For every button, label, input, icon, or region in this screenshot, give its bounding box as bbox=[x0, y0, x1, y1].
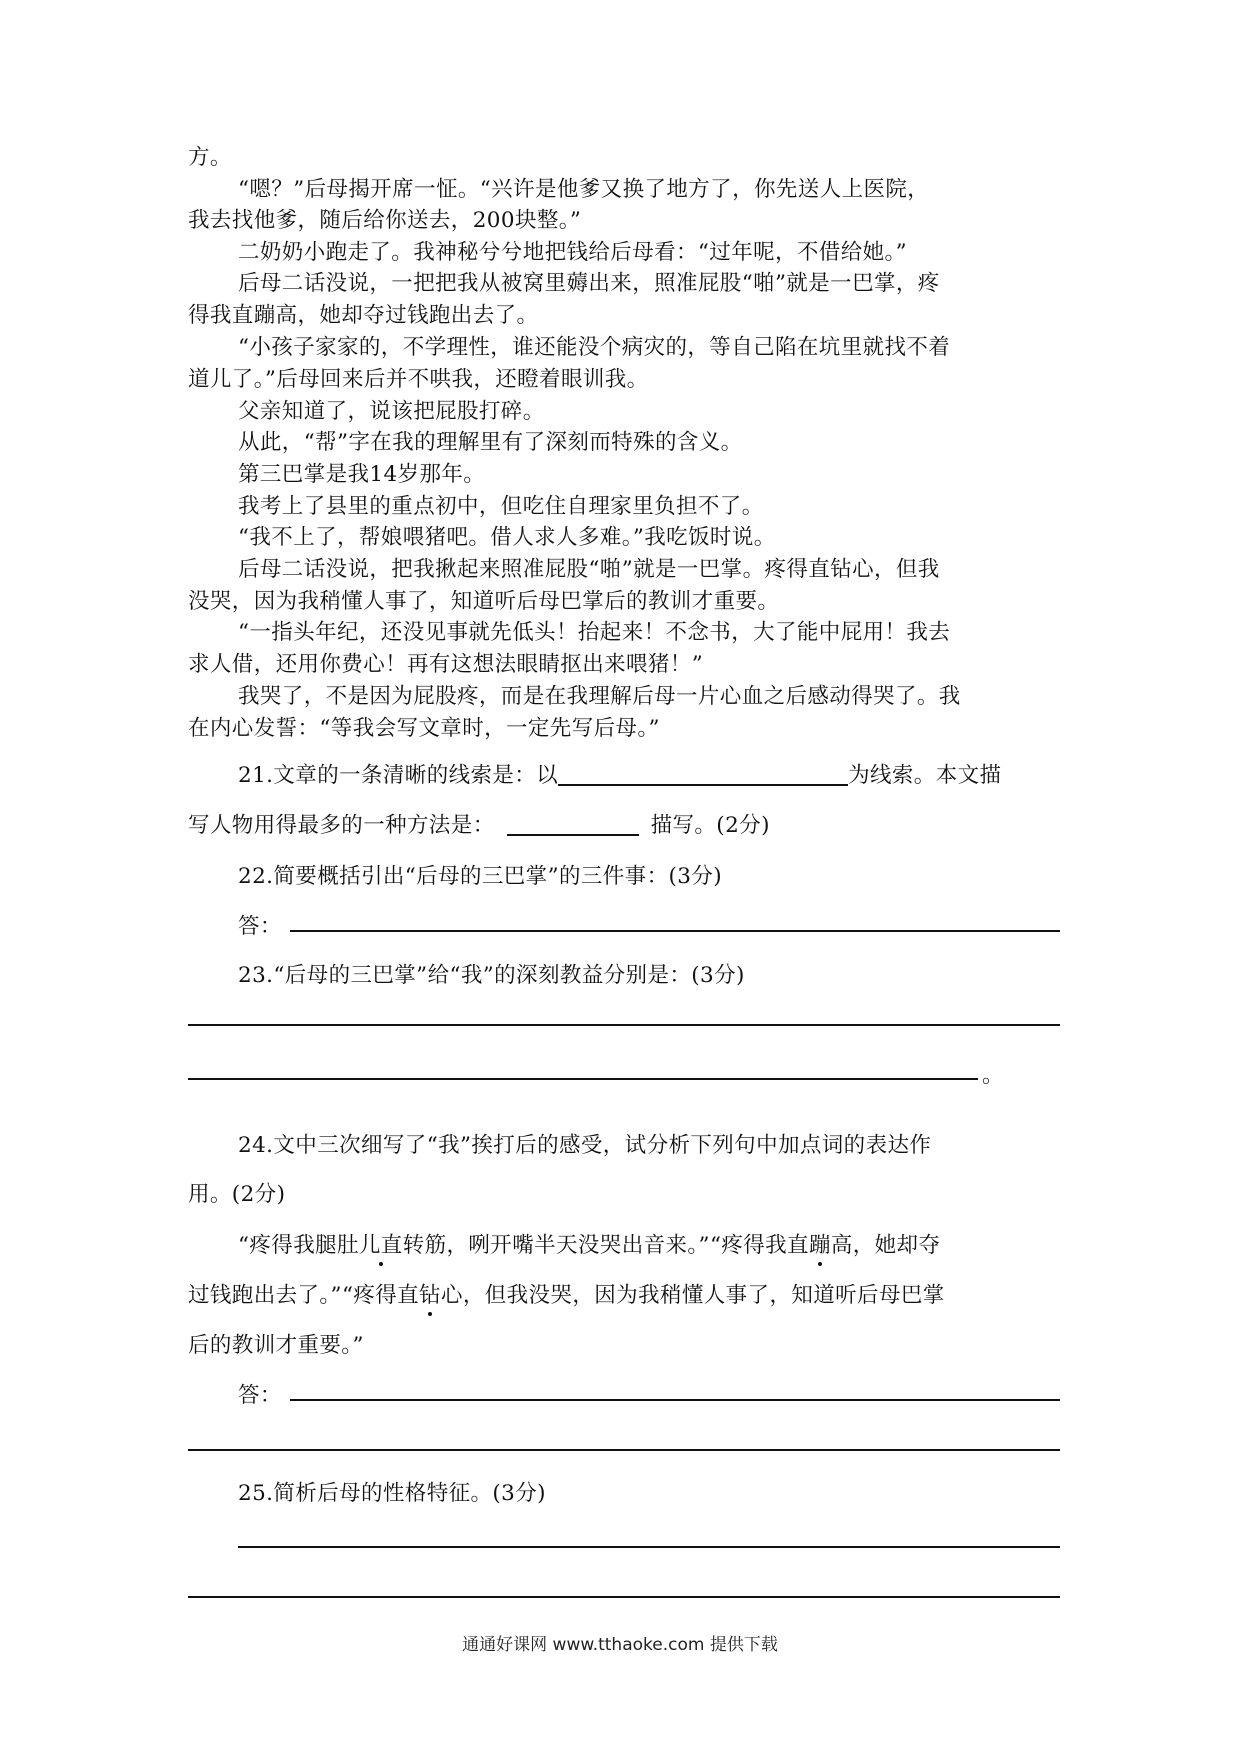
answer-line[interactable] bbox=[188, 1024, 1060, 1026]
question-21 bbox=[238, 758, 1001, 789]
story-line: 没哭，因为我稍懂人事了，知道听后母巴掌后的教训才重要。 bbox=[188, 589, 780, 614]
story-line: 求人借，还用你费心！再有这想法眼睛抠出来喂猪！” bbox=[188, 652, 704, 677]
answer-line[interactable] bbox=[238, 1546, 1060, 1548]
answer-line[interactable] bbox=[290, 1399, 1060, 1401]
answer-line[interactable] bbox=[290, 930, 1060, 932]
story-line: 方。 bbox=[188, 145, 232, 170]
story-line: 从此，“帮”字在我的理解里有了深刻而特殊的含义。 bbox=[238, 430, 743, 455]
answer-label: 答： bbox=[238, 1383, 282, 1408]
question-text: 为线索。本文描 bbox=[848, 763, 1002, 788]
quote-line bbox=[238, 1228, 940, 1259]
question-24-cont: 用。(2分) bbox=[188, 1182, 286, 1207]
story-line: 后母二话没说，把我揪起来照准屁股“啪”就是一巴掌。疼得直钻心，但我 bbox=[238, 557, 940, 582]
story-line: “小孩子家家的，不学理性，谁还能没个病灾的，等自己陷在坑里就找不着 bbox=[238, 335, 951, 360]
quote-text: ，她却夺 bbox=[852, 1233, 941, 1258]
dotted-word: 直蹦高 bbox=[787, 1228, 853, 1259]
dotted-word: 直钻心 bbox=[397, 1278, 463, 1309]
story-line: 父亲知道了，说该把屁股打碎。 bbox=[238, 399, 545, 424]
quote-text: “疼得我 bbox=[238, 1233, 316, 1258]
quote-text: ，咧开嘴半天没哭出音来。”“疼得我 bbox=[446, 1233, 788, 1258]
answer-end-mark: 。 bbox=[982, 1063, 1004, 1088]
story-line: 我哭了，不是因为屁股疼，而是在我理解后母一片心血之后感动得哭了。我 bbox=[238, 684, 961, 709]
quote-text: ，但我没哭，因为我稍懂人事了，知道听后母巴掌 bbox=[462, 1283, 945, 1308]
answer-blank-clue[interactable] bbox=[558, 762, 848, 786]
question-21-cont bbox=[188, 808, 770, 839]
footer-credit: 通通好课网 www.tthaoke.com 提供下载 bbox=[462, 1635, 778, 1655]
question-22: 22.简要概括引出“后母的三巴掌”的三件事：(3分) bbox=[238, 864, 723, 889]
story-line: 在内心发誓：“等我会写文章时，一定先写后母。” bbox=[188, 716, 660, 741]
question-24: 24.文中三次细写了“我”挨打后的感受，试分析下列句中加点词的表达作 bbox=[238, 1133, 932, 1158]
story-line: “我不上了，帮娘喂猪吧。借人求人多难。”我吃饭时说。 bbox=[238, 525, 776, 550]
story-line: 得我直蹦高，她却夺过钱跑出去了。 bbox=[188, 303, 539, 328]
answer-label: 答： bbox=[238, 914, 282, 939]
story-line: 道儿了。”后母回来后并不哄我，还瞪着眼训我。 bbox=[188, 367, 649, 392]
story-line: 二奶奶小跑走了。我神秘兮兮地把钱给后母看：“过年呢，不借给她。” bbox=[238, 240, 908, 265]
story-line: 第三巴掌是我14岁那年。 bbox=[238, 462, 486, 487]
story-line: “嗯？”后母揭开席一怔。“兴许是他爹又换了地方了，你先送人上医院， bbox=[238, 177, 930, 202]
story-line: 我考上了县里的重点初中，但吃住自理家里负担不了。 bbox=[238, 494, 764, 519]
quote-text: 过钱跑出去了。”“疼得 bbox=[188, 1283, 398, 1308]
story-line: 后母二话没说，一把把我从被窝里薅出来，照准屁股“啪”就是一巴掌，疼 bbox=[238, 271, 940, 296]
answer-line[interactable] bbox=[188, 1596, 1060, 1598]
question-23: 23.“后母的三巴掌”给“我”的深刻教益分别是：(3分) bbox=[238, 963, 745, 988]
quote-line: 后的教训才重要。” bbox=[188, 1333, 364, 1358]
answer-line[interactable] bbox=[188, 1449, 1060, 1451]
answer-line[interactable] bbox=[188, 1078, 978, 1080]
question-25: 25.简析后母的性格特征。(3分) bbox=[238, 1481, 546, 1506]
answer-blank-method[interactable] bbox=[507, 812, 639, 836]
question-text: 描写。(2分) bbox=[650, 813, 770, 838]
dotted-word: 腿肚儿直转筋 bbox=[315, 1228, 446, 1259]
story-line: 我去找他爹，随后给你送去，200块整。” bbox=[188, 208, 582, 233]
question-text: 21.文章的一条清晰的线索是：以 bbox=[238, 763, 559, 788]
quote-line bbox=[188, 1278, 945, 1309]
story-line: “一指头年纪，还没见事就先低头！抬起来！不念书，大了能中屁用！我去 bbox=[238, 620, 951, 645]
question-text: 写人物用得最多的一种方法是： bbox=[188, 813, 495, 838]
